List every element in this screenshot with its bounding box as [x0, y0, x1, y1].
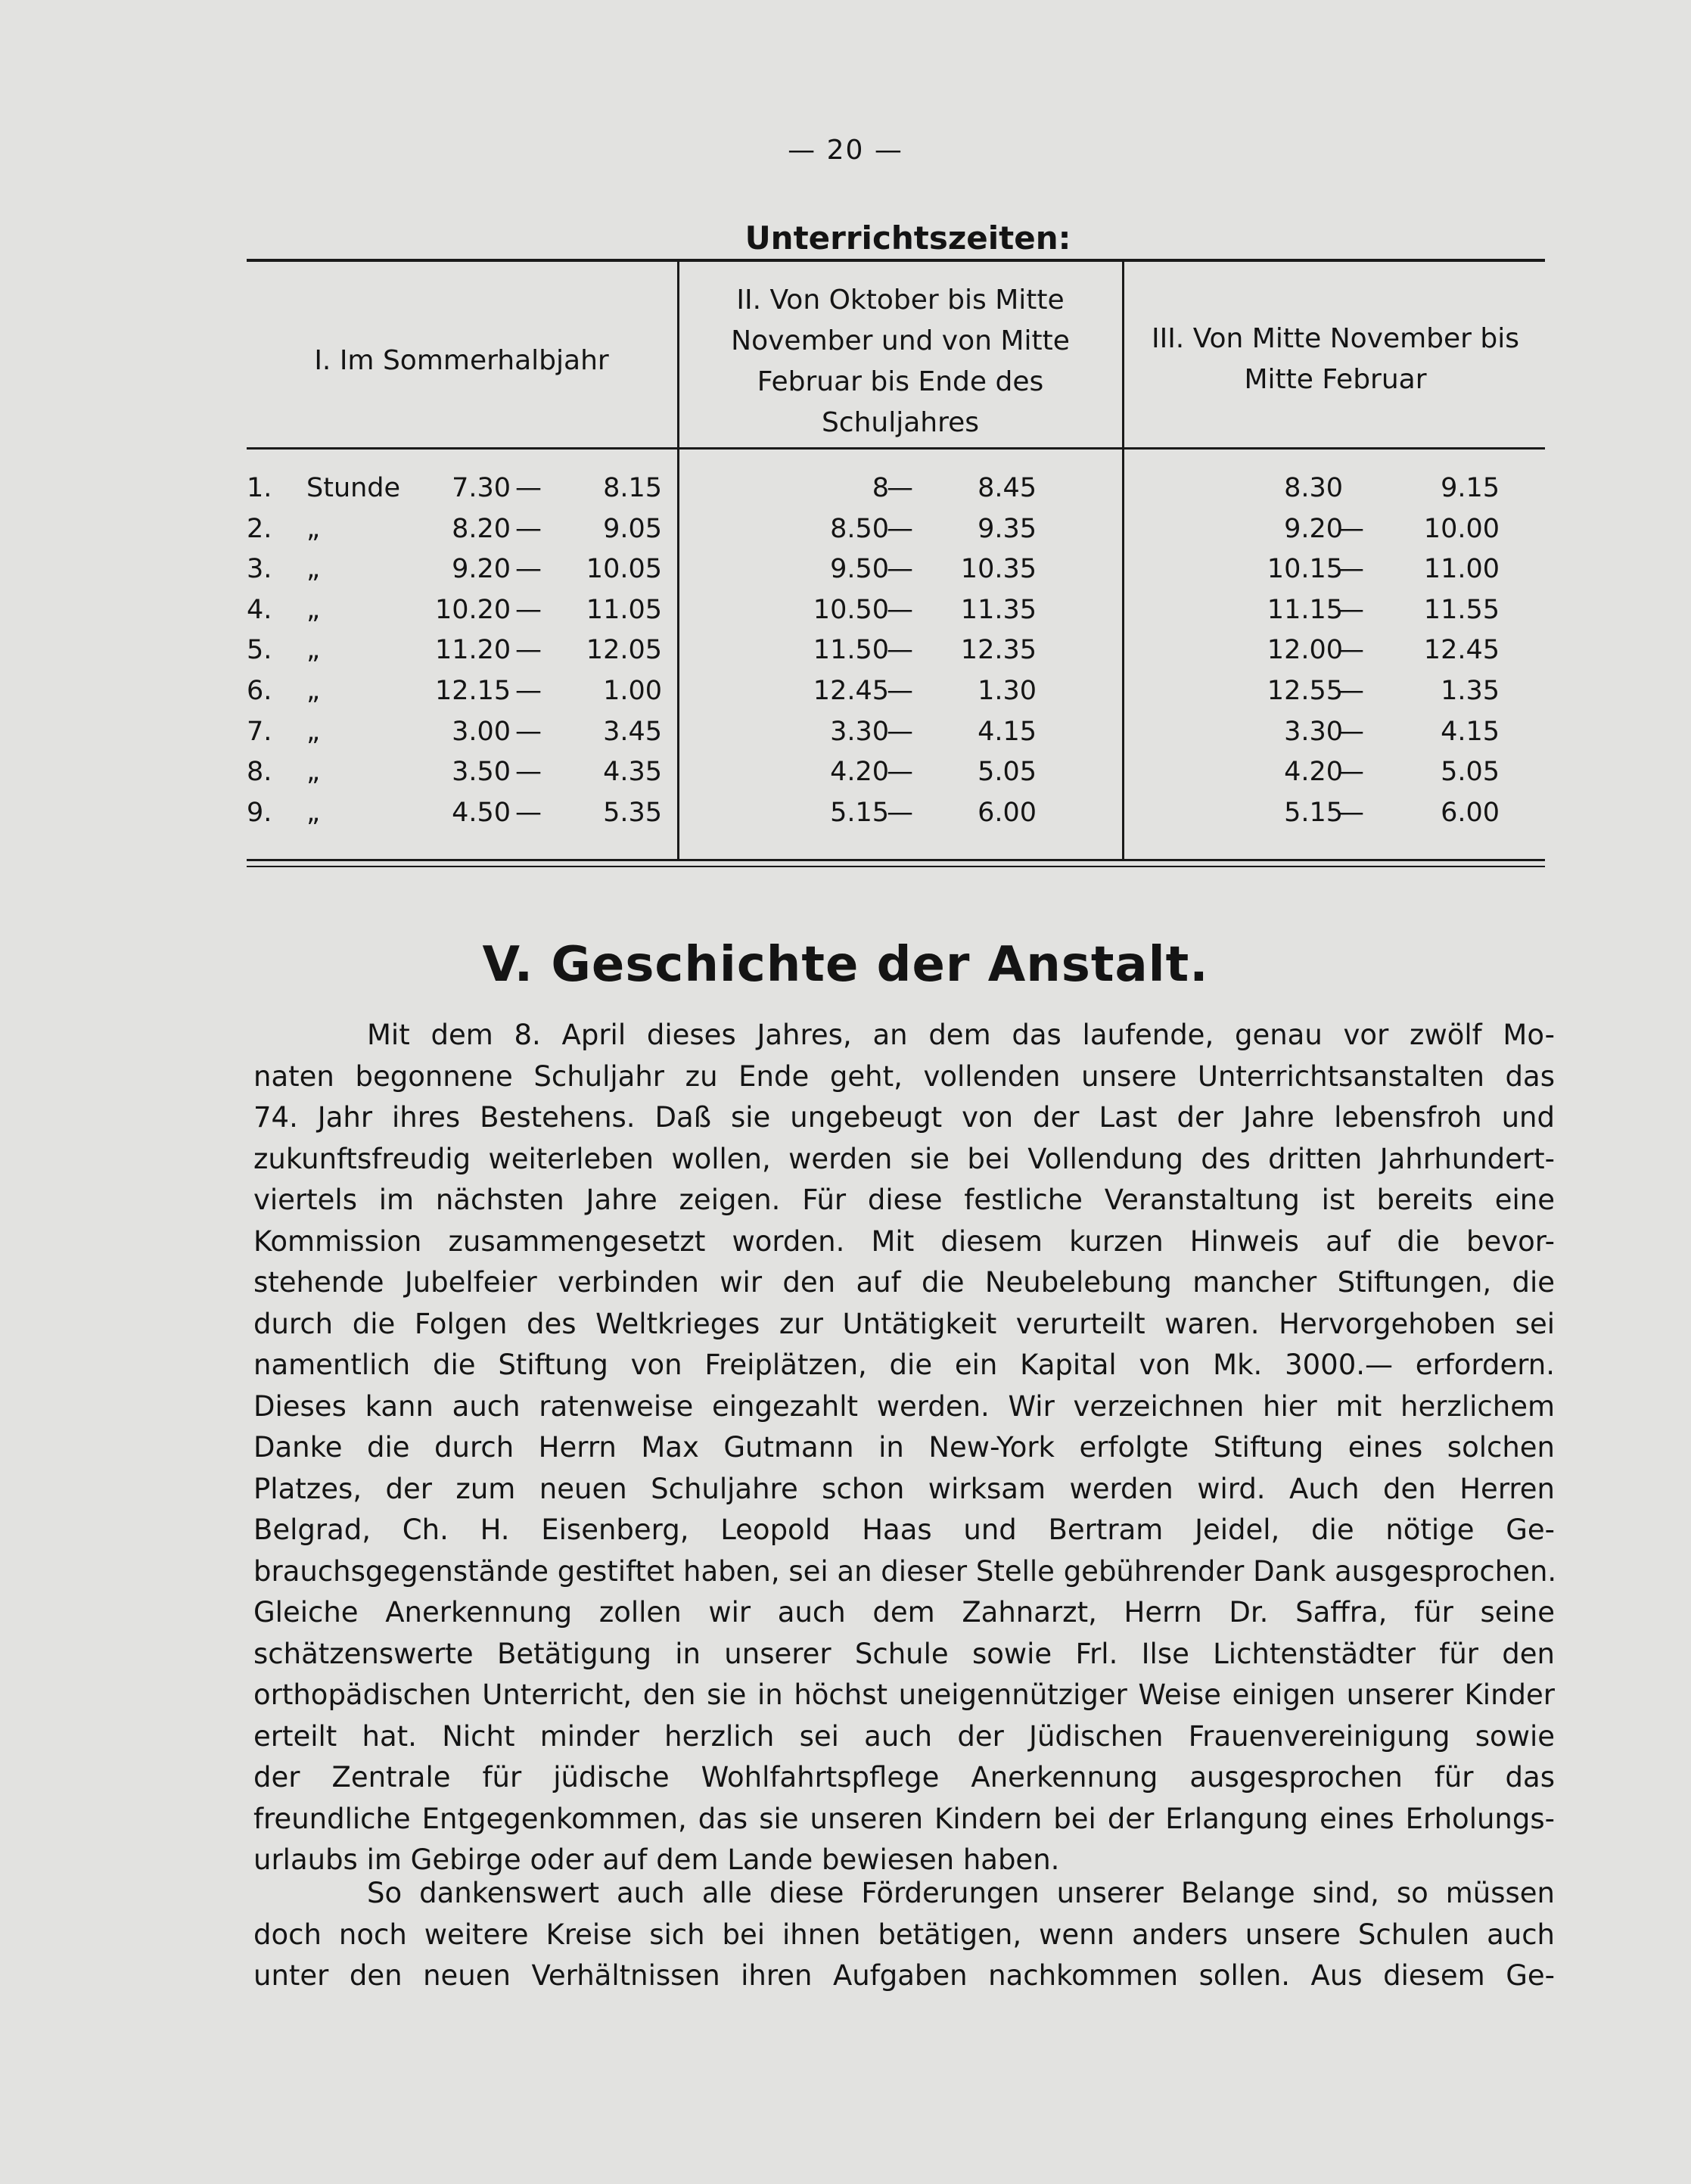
lesson-unit: „ [306, 513, 321, 544]
column-header-line: II. Von Oktober bis Mitte [736, 285, 1065, 316]
text-line: Mit dem 8. April dieses Jahres, an dem das laufende, genau vor zwölf Mo- [367, 1019, 1555, 1051]
lesson-number: 7. [247, 716, 272, 747]
time-dash: — [1338, 635, 1364, 666]
summer-start-time: 3.50 [452, 757, 511, 788]
lesson-unit: „ [306, 594, 321, 625]
table-row [0, 676, 1691, 716]
summer-start-time: 11.20 [435, 635, 511, 666]
summer-end-time: 10.05 [586, 554, 662, 585]
time-dash: — [515, 757, 542, 788]
time-dash: — [887, 635, 913, 666]
october-end-time: 9.35 [978, 513, 1037, 544]
time-dash: — [1338, 594, 1364, 625]
text-line: erteilt hat. Nicht minder herzlich sei auch der Jüdischen Frauenvereinigung sowie [253, 1719, 1555, 1753]
text-line: 74. Jahr ihres Bestehens. Daß sie ungebeugt von der Last der Jahre lebensfroh und [253, 1101, 1555, 1134]
paragraph [253, 1873, 1555, 1997]
summer-start-time: 4.50 [452, 797, 511, 828]
october-start-time: 8.50 [830, 513, 889, 544]
text-line: Danke die durch Herrn Max Gutmann in New-York erfolgte Stiftung eines solchen [253, 1431, 1555, 1464]
column-header-summer [250, 341, 673, 381]
column-header-line: Schuljahres [821, 407, 980, 438]
summer-end-time: 8.15 [603, 473, 662, 503]
table-row [0, 473, 1691, 513]
text-line: namentlich die Stiftung von Freiplätzen, die ein Kapital von Mk. 3000.— erfordern. [253, 1349, 1555, 1381]
text-line: urlaubs im Gebirge oder auf dem Lande bewiesen haben. [253, 1843, 1060, 1876]
summer-end-time: 11.05 [586, 594, 662, 625]
table-row [0, 595, 1691, 635]
table-row [0, 554, 1691, 594]
summer-end-time: 3.45 [603, 716, 662, 747]
october-end-time: 1.30 [978, 676, 1037, 706]
october-start-time: 12.45 [813, 676, 889, 706]
lesson-number: 8. [247, 757, 272, 788]
text-line: So dankenswert auch alle diese Förderungen unserer Belange sind, so müssen [367, 1877, 1555, 1909]
summer-start-time: 12.15 [435, 676, 511, 706]
time-dash: — [1338, 797, 1364, 828]
lesson-number: 3. [247, 554, 272, 585]
lesson-number: 2. [247, 513, 272, 544]
table-rule-bottom-double [247, 866, 1545, 867]
text-line: unter den neuen Verhältnissen ihren Aufgaben nachkommen sollen. Aus diesem Ge- [253, 1959, 1555, 1992]
winter-end-time: 11.00 [1423, 554, 1500, 585]
text-line: orthopädischen Unterricht, den sie in höchst uneigennütziger Weise einigen unserer Kinder [253, 1678, 1555, 1711]
summer-start-time: 9.20 [452, 554, 511, 585]
summer-start-time: 8.20 [452, 513, 511, 544]
october-start-time: 11.50 [813, 635, 889, 666]
winter-start-time: 12.00 [1267, 635, 1343, 666]
table-title: Unterrichtszeiten: [744, 219, 1071, 257]
text-line: freundliche Entgegenkommen, das sie unseren Kindern bei der Erlangung eines Erholungs- [253, 1802, 1555, 1835]
summer-start-time: 10.20 [435, 594, 511, 625]
lesson-number: 4. [247, 594, 272, 625]
summer-end-time: 12.05 [586, 635, 662, 666]
column-header-line: Februar bis Ende des [757, 366, 1044, 397]
page-number: — 20 — [788, 135, 903, 166]
text-line: stehende Jubelfeier verbinden wir den auf die Neubelebung mancher Stiftungen, die [253, 1266, 1555, 1299]
lesson-number: 9. [247, 797, 272, 828]
lesson-unit: „ [306, 797, 321, 828]
table-rule-bottom [247, 859, 1545, 861]
text-line: zukunftsfreudig weiterleben wollen, werden sie bei Vollendung des dritten Jahrhundert- [253, 1142, 1555, 1175]
october-start-time: 3.30 [830, 716, 889, 747]
october-start-time: 4.20 [830, 757, 889, 788]
text-line: brauchsgegenstände gestiftet haben, sei an dieser Stelle gebührender Dank ausgesprochen. [253, 1554, 1557, 1588]
october-end-time: 11.35 [960, 594, 1037, 625]
winter-start-time: 5.15 [1284, 797, 1343, 828]
october-start-time: 9.50 [830, 554, 889, 585]
time-dash: — [515, 797, 542, 828]
text-line: schätzenswerte Betätigung in unserer Schule sowie Frl. Ilse Lichtenstädter für den [253, 1637, 1555, 1670]
summer-start-time: 7.30 [452, 473, 511, 503]
summer-end-time: 5.35 [603, 797, 662, 828]
october-start-time: 5.15 [830, 797, 889, 828]
time-dash: — [1338, 513, 1364, 544]
table-row [0, 717, 1691, 757]
text-line: Dieses kann auch ratenweise eingezahlt werden. Wir verzeichnen hier mit herzlichem [253, 1389, 1555, 1423]
time-dash: — [1338, 676, 1364, 706]
october-end-time: 10.35 [960, 554, 1037, 585]
time-dash: — [887, 797, 913, 828]
table-row [0, 798, 1691, 838]
text-line: doch noch weitere Kreise sich bei ihnen betätigen, wenn anders unsere Schulen auch [253, 1918, 1555, 1951]
table-row [0, 757, 1691, 797]
lesson-unit: „ [306, 716, 321, 747]
time-dash: — [515, 716, 542, 747]
summer-end-time: 1.00 [603, 676, 662, 706]
lesson-number: 5. [247, 635, 272, 666]
winter-end-time: 5.05 [1441, 757, 1500, 788]
time-dash: — [515, 594, 542, 625]
winter-start-time: 3.30 [1284, 716, 1343, 747]
time-dash: — [1338, 757, 1364, 788]
october-end-time: 5.05 [978, 757, 1037, 788]
time-dash: — [887, 676, 913, 706]
column-header-line: III. Von Mitte November bis [1151, 323, 1520, 354]
winter-start-time: 8.30 [1284, 473, 1343, 503]
text-line: Belgrad, Ch. H. Eisenberg, Leopold Haas und Bertram Jeidel, die nötige Ge- [253, 1514, 1555, 1546]
october-end-time: 6.00 [978, 797, 1037, 828]
column-header-line: I. Im Sommerhalbjahr [314, 345, 609, 376]
time-dash: — [515, 554, 542, 585]
text-line: durch die Folgen des Weltkrieges zur Untätigkeit verurteilt waren. Hervorgehoben sei [253, 1307, 1555, 1340]
text-line: viertels im nächsten Jahre zeigen. Für diese festliche Veranstaltung ist bereits eine [253, 1184, 1555, 1216]
lesson-unit: Stunde [306, 473, 401, 503]
lesson-unit: „ [306, 554, 321, 585]
winter-start-time: 9.20 [1284, 513, 1343, 544]
winter-start-time: 11.15 [1267, 594, 1343, 625]
time-dash: — [887, 716, 913, 747]
text-line: Gleiche Anerkennung zollen wir auch dem Zahnarzt, Herrn Dr. Saffra, für seine [253, 1596, 1555, 1629]
winter-end-time: 11.55 [1423, 594, 1500, 625]
text-line: Kommission zusammengesetzt worden. Mit diesem kurzen Hinweis auf die bevor- [253, 1224, 1555, 1258]
paragraph [253, 1015, 1555, 1881]
october-start-time: 10.50 [813, 594, 889, 625]
time-dash: — [515, 473, 542, 503]
time-dash: — [887, 757, 913, 788]
time-dash: — [887, 554, 913, 585]
time-dash: — [887, 513, 913, 544]
lesson-unit: „ [306, 757, 321, 788]
time-dash: — [515, 676, 542, 706]
table-rule-top [247, 259, 1545, 262]
text-line: naten begonnene Schuljahr zu Ende geht, vollenden unsere Unterrichtsanstalten das [253, 1059, 1555, 1093]
section-heading: V. Geschichte der Anstalt. [482, 937, 1209, 993]
summer-end-time: 9.05 [603, 513, 662, 544]
winter-end-time: 10.00 [1423, 513, 1500, 544]
winter-end-time: 1.35 [1441, 676, 1500, 706]
october-end-time: 12.35 [960, 635, 1037, 666]
time-dash: — [1338, 716, 1364, 747]
winter-end-time: 4.15 [1441, 716, 1500, 747]
lesson-number: 6. [247, 676, 272, 706]
column-header-line: November und von Mitte [731, 325, 1070, 356]
time-dash: — [887, 473, 913, 503]
time-dash: — [515, 635, 542, 666]
text-line: der Zentrale für jüdische Wohlfahrtspflege Anerkennung ausgesprochen für das [253, 1761, 1555, 1794]
table-row [0, 514, 1691, 554]
october-end-time: 4.15 [978, 716, 1037, 747]
lesson-unit: „ [306, 676, 321, 706]
text-line: Platzes, der zum neuen Schuljahre schon wirksam werden wird. Auch den Herren [253, 1472, 1555, 1505]
winter-end-time: 9.15 [1441, 473, 1500, 503]
summer-start-time: 3.00 [452, 716, 511, 747]
column-header-october [685, 280, 1116, 443]
table-row [0, 635, 1691, 675]
october-end-time: 8.45 [978, 473, 1037, 503]
column-header-winter [1127, 319, 1543, 400]
winter-start-time: 10.15 [1267, 554, 1343, 585]
lesson-unit: „ [306, 635, 321, 666]
table-rule-header [247, 447, 1545, 450]
winter-start-time: 12.55 [1267, 676, 1343, 706]
lesson-number: 1. [247, 473, 272, 503]
winter-start-time: 4.20 [1284, 757, 1343, 788]
summer-end-time: 4.35 [603, 757, 662, 788]
column-header-line: Mitte Februar [1244, 364, 1427, 395]
october-start-time: 8 [872, 473, 889, 503]
time-dash: — [515, 513, 542, 544]
time-dash: — [1338, 554, 1364, 585]
time-dash: — [887, 594, 913, 625]
winter-end-time: 12.45 [1423, 635, 1500, 666]
winter-end-time: 6.00 [1441, 797, 1500, 828]
